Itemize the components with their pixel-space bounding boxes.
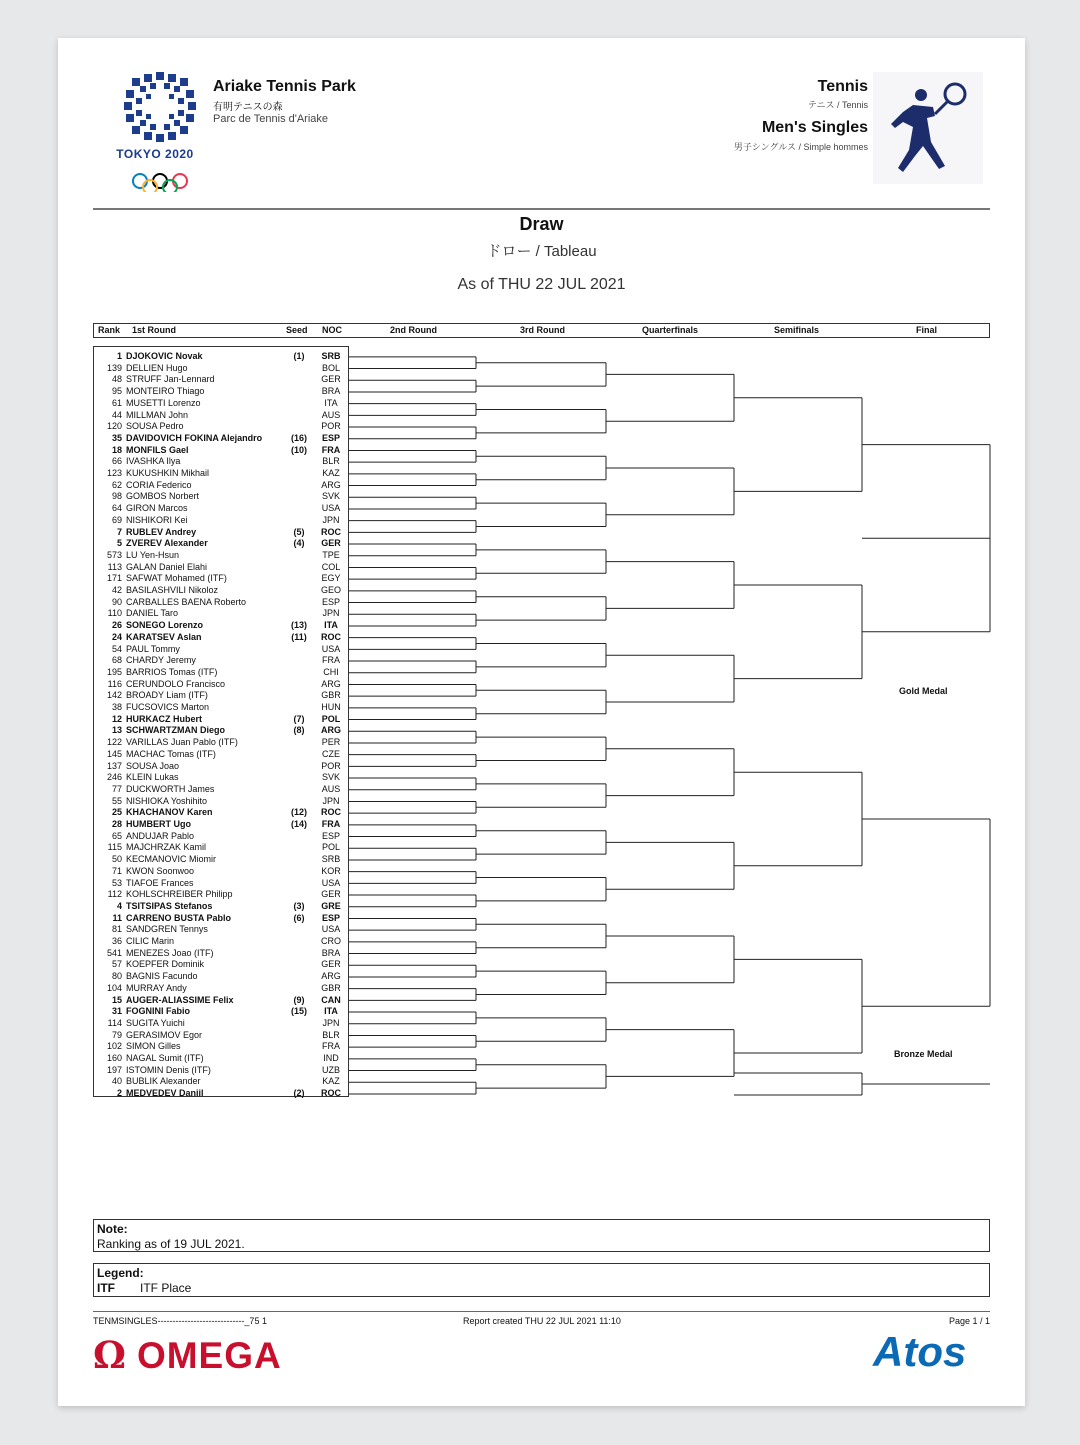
entry-name: KHACHANOV Karen — [126, 807, 213, 818]
entry-noc: JPN — [322, 795, 340, 806]
entry-name: ISTOMIN Denis (ITF) — [126, 1064, 211, 1075]
entry-rank: 2 — [116, 1088, 122, 1099]
entry-rank: 35 — [111, 432, 122, 443]
entry-name: ZVEREV Alexander — [126, 538, 208, 549]
entry-rank: 64 — [111, 503, 122, 514]
entry-noc: FRA — [322, 655, 340, 666]
entry-name: LU Yen-Hsun — [126, 549, 180, 560]
entry-name: BARRIOS Tomas (ITF) — [126, 666, 218, 677]
entry-noc: JPN — [322, 608, 340, 619]
entry-name: STRUFF Jan-Lennard — [126, 374, 215, 385]
entry-noc: GBR — [321, 690, 341, 701]
page-number: Page 1 / 1 — [948, 1316, 990, 1326]
entry-noc: BRA — [321, 386, 341, 397]
entry-noc: USA — [321, 643, 341, 654]
entry-name: SCHWARTZMAN Diego — [126, 725, 225, 736]
entry-name: TIAFOE Frances — [126, 877, 194, 888]
entry-rank: 110 — [107, 608, 122, 619]
entry-rank: 102 — [106, 1041, 122, 1052]
entry-name: BUBLIK Alexander — [126, 1076, 201, 1087]
entry-noc: SVK — [321, 772, 340, 783]
entry-name: MEDVEDEV Daniil — [126, 1088, 204, 1099]
entry-seed: (5) — [293, 526, 305, 537]
entry-noc: USA — [321, 877, 341, 888]
entry-rank: 139 — [106, 362, 122, 373]
entry-rank: 123 — [106, 468, 122, 478]
entry-rank: 160 — [106, 1053, 122, 1063]
omega-symbol-icon: Ω — [93, 1333, 127, 1377]
as-of-date: As of THU 22 JUL 2021 — [457, 276, 626, 293]
entry-rank: 18 — [111, 444, 122, 455]
entry-name: MONFILS Gael — [126, 444, 189, 455]
legend-code: ITF — [97, 1281, 115, 1295]
entry-noc: ESP — [321, 432, 340, 443]
games-logo-text: TOKYO 2020 — [116, 147, 194, 161]
report-created: Report created THU 22 JUL 2021 11:10 — [463, 1316, 621, 1326]
entry-noc: ARG — [321, 971, 341, 982]
entry-rank: 7 — [116, 526, 122, 537]
entry-name: BROADY Liam (ITF) — [126, 690, 208, 701]
entry-name: NISHIOKA Yoshihito — [126, 795, 208, 806]
entry-rank: 68 — [111, 655, 122, 666]
entry-name: SAFWAT Mohamed (ITF) — [126, 573, 227, 584]
legend-meaning: ITF Place — [140, 1281, 192, 1295]
entry-noc: ESP — [321, 912, 340, 923]
entry-noc: ESP — [321, 830, 340, 841]
note-box — [93, 1219, 990, 1252]
venue-name: Ariake Tennis Park — [213, 78, 356, 95]
entry-noc: AUS — [321, 783, 341, 794]
entry-name: GOMBOS Norbert — [126, 491, 200, 502]
entry-rank: 40 — [111, 1076, 122, 1087]
entry-name: DELLIEN Hugo — [126, 362, 188, 373]
entry-name: MURRAY Andy — [126, 982, 187, 993]
entry-name: TSITSIPAS Stefanos — [126, 900, 213, 911]
entry-rank: 246 — [106, 772, 122, 783]
entry-rank: 1 — [116, 351, 122, 361]
entry-noc: ROC — [321, 631, 341, 642]
entry-name: MACHAC Tomas (ITF) — [126, 748, 216, 759]
entry-name: KWON Soonwoo — [126, 865, 195, 876]
entry-seed: (8) — [293, 725, 305, 736]
entry-name: CARRENO BUSTA Pablo — [126, 912, 232, 923]
event-name-fr: / Simple hommes — [795, 142, 868, 152]
legend-box — [93, 1263, 990, 1297]
event-name: Men's Singles — [761, 119, 868, 136]
entry-name: KOEPFER Dominik — [126, 959, 205, 970]
entry-rank: 44 — [111, 409, 122, 420]
entry-name: KECMANOVIC Miomir — [126, 854, 217, 865]
col-second-round: 2nd Round — [390, 325, 437, 335]
entry-rank: 81 — [111, 924, 122, 935]
entry-rank: 54 — [111, 643, 122, 654]
entry-noc: IND — [323, 1053, 339, 1063]
entry-seed: (3) — [293, 900, 305, 911]
entry-rank: 573 — [106, 549, 122, 560]
entry-rank: 69 — [111, 514, 122, 525]
entry-name: MAJCHRZAK Kamil — [126, 842, 207, 853]
entry-rank: 137 — [106, 760, 122, 771]
entry-seed: (12) — [290, 807, 307, 818]
entry-name: CORIA Federico — [126, 479, 192, 490]
entry-noc: ARG — [321, 725, 341, 736]
entry-rank: 36 — [111, 936, 122, 946]
entry-noc: ROC — [321, 807, 341, 818]
entry-noc: ITA — [324, 1006, 338, 1017]
col-seed: Seed — [286, 325, 308, 335]
entry-name: FUCSOVICS Marton — [126, 702, 210, 712]
entry-rank: 142 — [106, 690, 122, 701]
entry-noc: GER — [321, 538, 341, 549]
entry-name: IVASHKA Ilya — [126, 456, 181, 467]
note-label: Note: — [97, 1222, 128, 1236]
entry-noc: BLR — [322, 456, 340, 467]
entry-noc: UZB — [322, 1064, 340, 1075]
entry-rank: 115 — [107, 842, 122, 853]
entry-rank: 42 — [111, 585, 122, 595]
entry-noc: TPE — [322, 549, 340, 560]
col-semifinals: Semifinals — [774, 325, 820, 335]
entry-name: MUSETTI Lorenzo — [126, 397, 201, 408]
omega-wordmark: OMEGA — [136, 1335, 282, 1376]
entry-noc: ESP — [321, 596, 340, 607]
entry-name: FOGNINI Fabio — [126, 1006, 190, 1017]
entry-name: GIRON Marcos — [126, 503, 188, 514]
venue-name-fr: Parc de Tennis d'Ariake — [213, 113, 329, 125]
entry-rank: 104 — [106, 982, 122, 993]
entry-noc: SRB — [321, 351, 341, 361]
col-final: Final — [916, 325, 938, 335]
entry-name: SIMON Gilles — [126, 1041, 181, 1052]
entry-rank: 48 — [111, 374, 122, 385]
legend-label: Legend: — [97, 1266, 144, 1280]
entry-rank: 15 — [111, 994, 122, 1005]
entry-noc: COL — [321, 561, 341, 572]
col-rank: Rank — [98, 325, 121, 335]
entry-noc: ITA — [324, 620, 338, 631]
entry-name: DANIEL Taro — [126, 608, 179, 619]
entry-noc: FRA — [321, 819, 341, 829]
entry-noc: PER — [321, 737, 341, 748]
entry-noc: CZE — [322, 748, 340, 759]
entry-noc: HUN — [321, 702, 341, 712]
entry-noc: GEO — [320, 585, 341, 595]
entry-rank: 25 — [111, 807, 122, 818]
entry-rank: 120 — [106, 421, 122, 432]
entry-name: DUCKWORTH James — [126, 783, 215, 794]
entry-seed: (1) — [293, 351, 305, 361]
entry-noc: CRO — [321, 936, 341, 946]
entry-name: HUMBERT Ugo — [126, 819, 191, 829]
entry-noc: JPN — [322, 514, 340, 525]
entry-noc: POR — [321, 760, 341, 771]
entry-rank: 50 — [111, 854, 122, 865]
entry-rank: 171 — [106, 573, 122, 584]
entry-rank: 11 — [112, 912, 122, 923]
entry-name: VARILLAS Juan Pablo (ITF) — [126, 737, 238, 748]
entry-name: KLEIN Lukas — [126, 772, 179, 783]
entry-noc: CAN — [321, 994, 341, 1005]
entry-rank: 90 — [111, 596, 122, 607]
entry-seed: (14) — [290, 819, 307, 829]
entry-rank: 71 — [111, 865, 122, 876]
entry-rank: 145 — [106, 748, 122, 759]
entry-noc: GBR — [321, 982, 341, 993]
entry-noc: ARG — [321, 479, 341, 490]
entry-noc: POR — [321, 421, 341, 432]
entry-rank: 122 — [106, 737, 122, 748]
entry-name: CHARDY Jeremy — [126, 655, 196, 666]
entry-seed: (11) — [291, 631, 307, 642]
entry-name: MENEZES Joao (ITF) — [126, 947, 214, 958]
entry-rank: 541 — [106, 947, 122, 958]
entry-rank: 79 — [111, 1029, 122, 1040]
entry-noc: SVK — [321, 491, 340, 502]
entry-seed: (16) — [290, 432, 307, 443]
entry-name: GERASIMOV Egor — [126, 1029, 203, 1040]
entry-name: RUBLEV Andrey — [126, 526, 197, 537]
draw-bracket — [58, 38, 1025, 1138]
entry-rank: 31 — [111, 1006, 122, 1017]
atos-logo: Atos — [873, 1328, 967, 1375]
entry-noc: GER — [321, 374, 341, 385]
entry-rank: 24 — [111, 631, 122, 642]
entry-noc: FRA — [322, 1041, 340, 1052]
entry-noc: USA — [321, 924, 341, 935]
entry-name: MONTEIRO Thiago — [126, 386, 205, 397]
note-text: Ranking as of 19 JUL 2021. — [97, 1237, 245, 1251]
entry-noc: FRA — [321, 444, 341, 455]
entry-name: BAGNIS Facundo — [126, 971, 198, 982]
entry-seed: (13) — [290, 620, 307, 631]
entry-noc: POL — [321, 842, 340, 853]
entry-noc: ROC — [321, 1088, 341, 1099]
entry-rank: 65 — [111, 830, 122, 841]
col-noc: NOC — [322, 325, 342, 335]
entry-name: SONEGO Lorenzo — [126, 620, 204, 631]
report-code: TENMSINGLES-----------------------------_75 1 — [93, 1316, 267, 1326]
entry-rank: 28 — [111, 819, 122, 829]
entry-noc: ROC — [321, 526, 341, 537]
entry-name: SOUSA Joao — [126, 760, 180, 771]
entry-seed: (4) — [293, 538, 305, 549]
entry-rank: 114 — [107, 1017, 122, 1028]
entry-name: CARBALLES BAENA Roberto — [126, 596, 247, 607]
entry-noc: ARG — [321, 678, 341, 689]
entry-seed: (7) — [293, 713, 305, 724]
entry-name: SUGITA Yuichi — [126, 1017, 185, 1028]
col-third-round: 3rd Round — [520, 325, 565, 335]
entry-name: ANDUJAR Pablo — [126, 830, 195, 841]
entry-noc: CHI — [323, 666, 339, 677]
footer-divider — [93, 1311, 990, 1312]
entry-rank: 116 — [107, 678, 122, 689]
entry-seed: (9) — [293, 994, 305, 1005]
entry-name: CERUNDOLO Francisco — [126, 678, 226, 689]
entry-name: KARATSEV Aslan — [126, 631, 202, 642]
sport-name: Tennis — [817, 78, 868, 95]
entry-noc: USA — [321, 503, 341, 514]
entry-rank: 80 — [111, 971, 122, 982]
entry-name: GALAN Daniel Elahi — [126, 561, 208, 572]
entry-rank: 53 — [111, 877, 122, 888]
entry-name: DAVIDOVICH FOKINA Alejandro — [126, 432, 263, 443]
entry-rank: 66 — [111, 456, 122, 467]
entry-name: SOUSA Pedro — [126, 421, 184, 432]
entry-seed: (15) — [290, 1006, 307, 1017]
draw-title-ja: ドロー — [486, 243, 532, 260]
entry-noc: GER — [321, 959, 341, 970]
entry-name: AUGER-ALIASSIME Felix — [126, 994, 234, 1005]
entry-noc: BLR — [322, 1029, 340, 1040]
draw-title-fr: / Tableau — [531, 243, 597, 260]
entry-rank: 112 — [107, 889, 122, 900]
entry-name: SANDGREN Tennys — [126, 924, 208, 935]
entry-name: NAGAL Sumit (ITF) — [126, 1053, 204, 1063]
entry-rank: 5 — [116, 538, 122, 549]
entry-name: KOHLSCHREIBER Philipp — [126, 889, 233, 900]
entry-rank: 62 — [111, 479, 122, 490]
omega-logo — [93, 1333, 282, 1377]
entry-rank: 98 — [111, 491, 122, 502]
entry-name: PAUL Tommy — [126, 643, 180, 654]
entry-rank: 113 — [107, 561, 122, 572]
entry-rank: 57 — [111, 959, 122, 970]
event-name-ja: 男子シングルス — [733, 142, 796, 152]
entry-seed: (6) — [293, 912, 305, 923]
entry-seed: (10) — [290, 444, 307, 455]
entry-noc: ITA — [324, 397, 338, 408]
draw-title: Draw — [519, 214, 564, 234]
entry-rank: 195 — [106, 666, 122, 677]
entry-rank: 61 — [111, 397, 122, 408]
col-first-round: 1st Round — [132, 325, 176, 335]
entry-noc: BOL — [321, 362, 340, 373]
entry-name: BASILASHVILI Nikoloz — [126, 585, 219, 595]
entry-rank: 4 — [116, 900, 122, 911]
entry-rank: 77 — [111, 783, 122, 794]
entry-noc: GRE — [321, 900, 341, 911]
entry-rank: 197 — [106, 1064, 122, 1075]
entry-noc: JPN — [322, 1017, 340, 1028]
entry-noc: GER — [321, 889, 341, 900]
entry-noc: KOR — [321, 865, 341, 876]
entry-noc: AUS — [321, 409, 341, 420]
entry-rank: 26 — [111, 620, 122, 631]
document-page — [58, 38, 1025, 1406]
entry-name: CILIC Marin — [126, 936, 175, 946]
entry-noc: EGY — [321, 573, 341, 584]
entry-rank: 55 — [111, 795, 122, 806]
entry-rank: 38 — [111, 702, 122, 712]
entry-name: NISHIKORI Kei — [126, 514, 188, 525]
sport-name-fr: / Tennis — [834, 100, 868, 110]
col-quarterfinals: Quarterfinals — [642, 325, 699, 335]
entry-noc: POL — [321, 713, 341, 724]
entry-noc: KAZ — [322, 1076, 340, 1087]
gold-medal-label: Gold Medal — [899, 686, 948, 696]
venue-name-ja: 有明テニスの森 — [213, 102, 283, 113]
entry-noc: KAZ — [322, 468, 340, 478]
sport-name-ja: テニス — [807, 100, 835, 110]
bronze-medal-label: Bronze Medal — [894, 1049, 953, 1059]
entry-name: DJOKOVIC Novak — [126, 351, 203, 361]
entry-name: MILLMAN John — [126, 409, 189, 420]
entry-seed: (2) — [293, 1088, 305, 1099]
entry-rank: 12 — [111, 713, 122, 724]
entry-noc: SRB — [321, 854, 341, 865]
entry-name: KUKUSHKIN Mikhail — [126, 468, 210, 478]
entry-rank: 13 — [111, 725, 122, 736]
entry-noc: BRA — [321, 947, 341, 958]
entry-name: HURKACZ Hubert — [126, 713, 202, 724]
entry-rank: 95 — [111, 386, 122, 397]
